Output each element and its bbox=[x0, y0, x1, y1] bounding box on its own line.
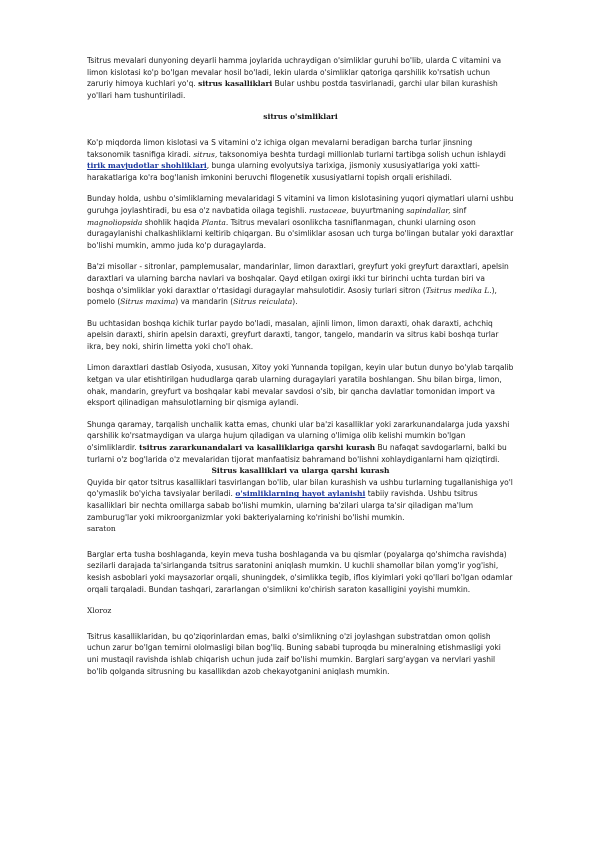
italic-term: sapindallar, bbox=[406, 205, 451, 215]
italic-term: Sitrus reiculata bbox=[233, 297, 293, 307]
text: Bu nafaqat savdogarlarni, balki bu turlarni o'z bog'larida o'z mevalaridan tijorat manfaatisiz bahramand bo'lishni xohlaydiganlarni ham qiziqtirdi. bbox=[87, 443, 507, 464]
subheading-cancer: saraton bbox=[87, 524, 116, 534]
text: Ko'p miqdorda limon kislotasi va S vitamini o'z ichiga olgan mevalarni beradigan barcha turlar jinsning taksonomik tasnifiga kiradi. bbox=[87, 137, 473, 159]
bold-term: tsitrus zararkunandalari va kasalliklariga qarshi kurash bbox=[139, 443, 376, 453]
intro-paragraph bbox=[87, 55, 514, 101]
paragraph-examples bbox=[87, 261, 514, 307]
text: ) va mandarin ( bbox=[175, 297, 234, 307]
italic-term: Tsitrus medika L. bbox=[425, 285, 492, 295]
section-heading-diseases: Sitrus kasalliklari va ularga qarshi kurash bbox=[211, 466, 390, 476]
paragraph-origin: Limon daraxtlari dastlab Osiyoda, xususan, Xitoy yoki Yunnanda topilgan, keyin ular butun dunyo bo'ylab tarqalib ketgan va ular etishtirilgan hududlarga qarab ularning duragaylari yaratila boshlangan. Shu bilan birga, limon, ohak, mandarin, greyfurt va boshqalar kabi mevalar savdosi o'sib, bir qancha davlatlar tomonidan import va eksport qilinadigan mahsulotlarning bir qismiga aylandi. bbox=[87, 363, 514, 408]
italic-term: sitrus, bbox=[193, 149, 218, 159]
paragraph-resistance bbox=[87, 419, 514, 465]
paragraph-taxonomy bbox=[87, 137, 514, 183]
article-body bbox=[87, 55, 514, 687]
paragraph-diseases-intro bbox=[87, 477, 514, 523]
text: ). bbox=[292, 297, 298, 307]
section-heading-citrus-plants: sitrus o'simliklari bbox=[263, 112, 338, 122]
text: Tsitrus mevalari dunyoning deyarli hamma joylarida uchraydigan o'simliklar guruhi bo'lib, ularda C vitamini va limon kislotasi ko'p bo'lgan mevalar hosil bo'ladi, lekin ularda o'simliklar qatoriga qarshilik ko'rsatish uchun zaruriy himoya kuchlari yo'q. bbox=[87, 56, 502, 89]
text: tabiiy ravishda. Ushbu tsitrus kasalliklari bir nechta omillarga sabab bo'lishi mumkin, ularning ba'zilari ularga ta'sir qiladigan ma'lum zamburug'lar yoki mikroorganizmlar yoki bakteriyalarning ko'rinishi bo'lishi mumkin. bbox=[87, 489, 478, 522]
text: Tsitrus mevalari osonlikcha tasniflanmagan, chunki ularning oson duragaylanishi chalkashliklarni keltirib chiqargan. Bu o'simliklar asosan uch turga bo'lingan butalar yoki daraxtlar bo'lishi mumkin, ammo juda ko'p duragaylarda. bbox=[87, 217, 514, 250]
paragraph-subspecies: Bu uchtasidan boshqa kichik turlar paydo bo'ladi, masalan, ajinli limon, limon daraxti, ohak daraxti, achchiq apelsin daraxti, shirin apelsin daraxti, greyfurt daraxti, tangor, tangelo, mandarin va sitrus kabi boshqa turlar ikra, bey noki, shirin limetta yoki cho'l ohak. bbox=[87, 318, 499, 351]
kingdoms-link[interactable]: tirik mavjudotlar shohliklari bbox=[87, 161, 207, 171]
text: Bular ushbu postda tasvirlanadi, garchi ular bilan kurashish yo'llari ham tushuntiriladi. bbox=[87, 79, 498, 100]
subheading-chlorosis: Xloroz bbox=[87, 606, 112, 616]
text: ), pomelo ( bbox=[87, 285, 497, 307]
text: , bunga ularning evolyutsiya tarixiga, jismoniy xususiyatlariga yoki xatti-harakatlariga ko'ra bog'lanish imkonini beruvchi filogenetik xususiyatlarni topish orqali erishiladi. bbox=[87, 161, 480, 182]
italic-term: Planta. bbox=[201, 217, 229, 227]
paragraph-cancer: Barglar erta tusha boshlaganda, keyin meva tusha boshlaganda va bu qismlar (poyalarga qo'shimcha ravishda) sezilarli darajada ta'sirlanganda tsitrus saratonini aniqlash mumkin. U kuchli shamollar bilan yomg'ir yog'ishi, kesish asboblari yoki maysazorlar orqali, shuningdek, o'simlikka tegib, iflos kiyimlari yoki qo'llari bo'lgan odamlar orqali tarqaladi. Bundan tashqari, zararlangan o'simlikni ko'chirish saraton kasalligini yoyishi mumkin. bbox=[87, 549, 513, 594]
life-cycle-link[interactable]: o'simliklarning hayot aylanishi bbox=[235, 489, 366, 499]
paragraph-classification bbox=[87, 193, 514, 251]
text: shohlik haqida bbox=[144, 217, 200, 227]
text: Ba'zi misollar - sitronlar, pamplemusalar, mandarinlar, limon daraxtlari, greyfurt yoki greyfurt daraxtlari, apelsin daraxtlari va ularning barcha navlari va boshqalar. Qayd etilgan oxirgi ikki tur birinchi uchta turdan biri va boshqa o'simliklar yoki daraxtlar o'rtasidagi duragaylar mahsulotidir. Asosiy turlari sitron ( bbox=[87, 262, 509, 295]
italic-term: rustaceae, bbox=[309, 205, 349, 215]
text: taksonomiya beshta turdagi millionlab turlarni tartibga solish uchun ishlaydi bbox=[219, 149, 506, 159]
italic-term: Sitrus maxima bbox=[120, 297, 176, 307]
text: sinf bbox=[452, 205, 467, 215]
text: Bunday holda, ushbu o'simliklarning mevalaridagi S vitamini va limon kislotasining yuqori qiymatlari ularni ushbu guruhga joylashtiradi, bu esa o'z navbatida oilaga tegishli. bbox=[87, 194, 514, 215]
italic-term: magnoliopsida bbox=[87, 217, 143, 227]
text: buyurtmaning bbox=[351, 205, 405, 215]
text: Quyida bir qator tsitrus kasalliklari tasvirlangan bo'lib, ular bilan kurashish va ushbu turlarning tugallanishiga yo'l qo'ymaslik bo'yicha tavsiyalar beriladi. bbox=[87, 477, 513, 499]
text: Shunga qaramay, tarqalish unchalik katta emas, chunki ular ba'zi kasalliklar yoki zararkunandalarga juda yaxshi qarshilik ko'rsatmaydigan va ularga hujum qiladigan va ularning o'limiga olib kelishi mumkin bo'lgan o'simliklardir. bbox=[87, 419, 510, 453]
bold-term: sitrus kasalliklari bbox=[198, 79, 273, 89]
paragraph-chlorosis: Tsitrus kasalliklaridan, bu qo'ziqorinlardan emas, balki o'simlikning o'zi joylashgan substratdan omon qolish uchun zarur bo'lgan temirni ololmasligi bilan bog'liq. Buning sababi tuproqda bu mineralning etishmasligi yoki uni mustaqil ravishda ishlab chiqarish uchun juda zaif bo'lishi mumkin. Barglari sarg'aygan va nervlari yashil bo'lib qolganda sitrusning bu kasallikdan azob chekayotganini aniqlash mumkin. bbox=[87, 631, 501, 676]
